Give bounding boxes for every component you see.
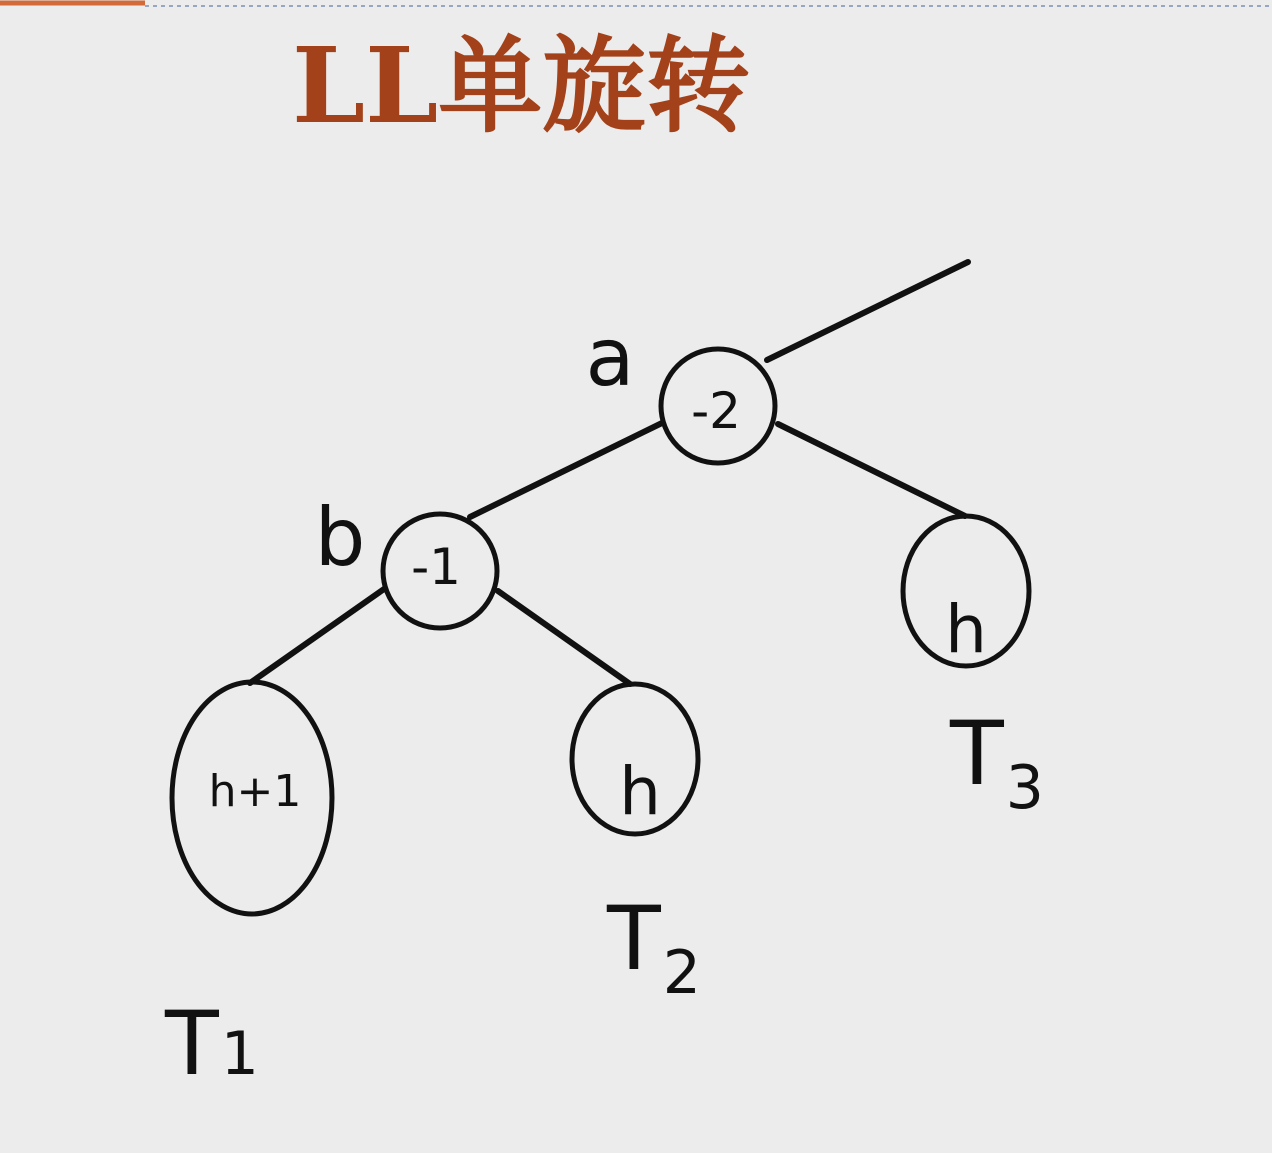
subtree-t3-label: [949, 702, 1044, 823]
subtree-t2-label: [606, 887, 701, 1008]
subtree-t1-height: h+1: [208, 766, 302, 817]
subtree-t2-letter: T: [607, 887, 661, 990]
subtree-t2-subscript: 2: [662, 938, 701, 1008]
subtree-t3-height: h: [945, 591, 987, 668]
subtree-t3: [903, 516, 1044, 823]
node-a-name: a: [585, 311, 635, 404]
edge-a-b: [470, 423, 662, 517]
subtree-t1-label: [164, 992, 259, 1095]
subtree-t3-subscript: 3: [1005, 753, 1044, 823]
subtree-t1-subscript: 1: [220, 1019, 259, 1089]
edge-b-t1: [250, 589, 384, 683]
edge-a-t3: [778, 424, 965, 516]
node-b: [315, 491, 497, 628]
subtree-t2: [572, 684, 701, 1008]
subtree-t3-letter: T: [950, 702, 1004, 805]
subtree-t1: [164, 682, 332, 1095]
node-a-balance: -2: [691, 382, 741, 440]
edge-parent-a: [767, 262, 968, 360]
node-b-name: b: [314, 491, 366, 584]
edge-b-t2: [498, 591, 630, 684]
node-b-balance: -1: [411, 538, 461, 596]
subtree-t1-letter: T: [165, 992, 219, 1095]
node-a: [585, 311, 775, 463]
subtree-t2-height: h: [619, 753, 661, 830]
page-title: LL单旋转: [292, 24, 751, 147]
